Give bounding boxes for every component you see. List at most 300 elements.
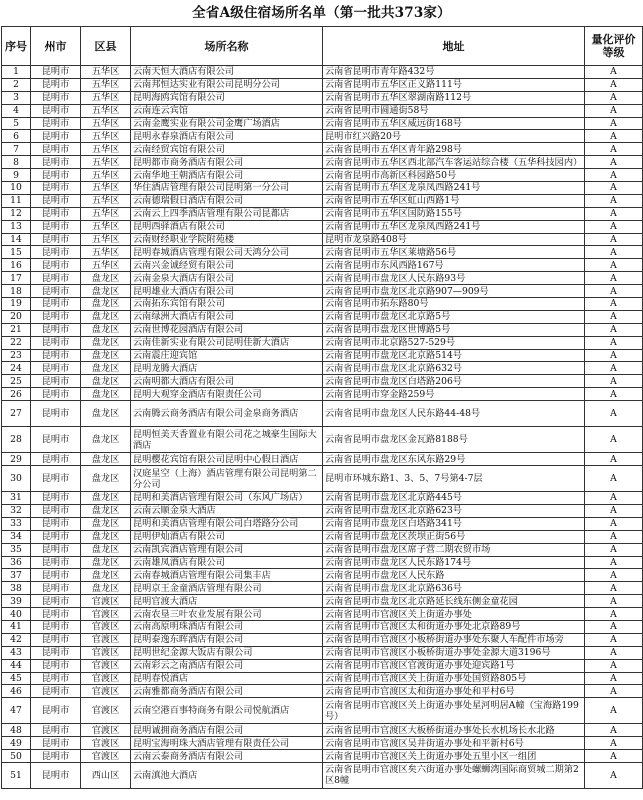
cell-venue-name: 云南兴金诚经贸有限公司 bbox=[131, 259, 323, 272]
cell-address: 云南省昆明市东风西路167号 bbox=[323, 259, 585, 272]
cell-venue-name: 云南高原明珠酒店有限公司 bbox=[131, 620, 323, 633]
cell-seq: 35 bbox=[2, 543, 31, 556]
table-row bbox=[2, 556, 643, 569]
cell-rating: A bbox=[585, 78, 643, 91]
cell-rating: A bbox=[585, 143, 643, 156]
cell-city: 昆明市 bbox=[31, 543, 81, 556]
cell-district: 盘龙区 bbox=[81, 349, 131, 362]
cell-district: 盘龙区 bbox=[81, 323, 131, 336]
cell-district: 五华区 bbox=[81, 104, 131, 117]
cell-district: 西山区 bbox=[81, 762, 131, 788]
cell-rating: A bbox=[585, 336, 643, 349]
cell-rating: A bbox=[585, 530, 643, 543]
cell-seq: 28 bbox=[2, 427, 31, 453]
cell-address: 云南省昆明市官渡区太和街道办事处和平村6号 bbox=[323, 685, 585, 698]
cell-rating: A bbox=[585, 194, 643, 207]
cell-seq: 2 bbox=[2, 78, 31, 91]
cell-district: 官渡区 bbox=[81, 608, 131, 621]
cell-address: 云南省昆明市官渡区关上街道办事处五里小区一组团 bbox=[323, 750, 585, 763]
cell-rating: A bbox=[585, 66, 643, 79]
cell-venue-name: 云南彩云之南酒店有限公司 bbox=[131, 659, 323, 672]
cell-rating: A bbox=[585, 427, 643, 453]
table-row bbox=[2, 517, 643, 530]
cell-address: 云南省昆明市盘龙区席子营二期农贸市场 bbox=[323, 543, 585, 556]
cell-district: 五华区 bbox=[81, 169, 131, 182]
cell-venue-name: 昆明京王金童酒店管理有限公司 bbox=[131, 582, 323, 595]
cell-venue-name: 云南农垦三叶农业发展有限公司 bbox=[131, 608, 323, 621]
cell-district: 盘龙区 bbox=[81, 530, 131, 543]
cell-venue-name: 昆明都市商务酒店有限公司 bbox=[131, 156, 323, 169]
cell-seq: 49 bbox=[2, 737, 31, 750]
cell-district: 官渡区 bbox=[81, 724, 131, 737]
cell-district: 五华区 bbox=[81, 156, 131, 169]
cell-district: 五华区 bbox=[81, 207, 131, 220]
cell-district: 官渡区 bbox=[81, 659, 131, 672]
cell-seq: 48 bbox=[2, 724, 31, 737]
cell-seq: 13 bbox=[2, 220, 31, 233]
cell-seq: 42 bbox=[2, 633, 31, 646]
cell-seq: 43 bbox=[2, 646, 31, 659]
cell-address: 云南省昆明市五华区国防路155号 bbox=[323, 207, 585, 220]
cell-rating: A bbox=[585, 737, 643, 750]
cell-venue-name: 云南连云宾馆 bbox=[131, 104, 323, 117]
table-row bbox=[2, 233, 643, 246]
cell-venue-name: 汉庭星空（上海）酒店管理有限公司昆明第二分公司 bbox=[131, 466, 323, 492]
cell-rating: A bbox=[585, 620, 643, 633]
cell-venue-name: 云南空港百事特商务有限公司悦航酒店 bbox=[131, 698, 323, 724]
cell-venue-name: 昆明永春泉酒店有限公司 bbox=[131, 130, 323, 143]
table-body bbox=[2, 66, 643, 789]
cell-seq: 16 bbox=[2, 259, 31, 272]
cell-district: 官渡区 bbox=[81, 672, 131, 685]
cell-district: 五华区 bbox=[81, 259, 131, 272]
cell-seq: 23 bbox=[2, 349, 31, 362]
table-row bbox=[2, 156, 643, 169]
cell-district: 官渡区 bbox=[81, 685, 131, 698]
cell-city: 昆明市 bbox=[31, 492, 81, 505]
cell-city: 昆明市 bbox=[31, 336, 81, 349]
cell-city: 昆明市 bbox=[31, 375, 81, 388]
cell-seq: 30 bbox=[2, 466, 31, 492]
cell-district: 官渡区 bbox=[81, 698, 131, 724]
cell-city: 昆明市 bbox=[31, 595, 81, 608]
cell-city: 昆明市 bbox=[31, 672, 81, 685]
cell-rating: A bbox=[585, 672, 643, 685]
cell-city: 昆明市 bbox=[31, 453, 81, 466]
cell-venue-name: 昆明世纪金源大饭店有限公司 bbox=[131, 646, 323, 659]
cell-city: 昆明市 bbox=[31, 646, 81, 659]
cell-venue-name: 云南邦恒达实业有限公司昆明分公司 bbox=[131, 78, 323, 91]
cell-seq: 27 bbox=[2, 401, 31, 427]
cell-seq: 15 bbox=[2, 246, 31, 259]
table-row bbox=[2, 646, 643, 659]
cell-rating: A bbox=[585, 556, 643, 569]
cell-rating: A bbox=[585, 401, 643, 427]
cell-venue-name: 云南财经职业学院附苑楼 bbox=[131, 233, 323, 246]
table-row bbox=[2, 427, 643, 453]
cell-address: 云南省昆明市盘龙区北京路5号 bbox=[323, 310, 585, 323]
table-row bbox=[2, 724, 643, 737]
cell-seq: 47 bbox=[2, 698, 31, 724]
cell-seq: 12 bbox=[2, 207, 31, 220]
cell-district: 盘龙区 bbox=[81, 272, 131, 285]
cell-address: 云南省昆明市官渡区关上街道办事处星河明居A幢（宝海路199号） bbox=[323, 698, 585, 724]
cell-venue-name: 云南华地王朝酒店有限公司 bbox=[131, 169, 323, 182]
cell-venue-name: 昆明雄业大酒店有限公司 bbox=[131, 285, 323, 298]
cell-rating: A bbox=[585, 504, 643, 517]
cell-address: 云南省昆明市官渡区太和街道办事处北京路89号 bbox=[323, 620, 585, 633]
cell-venue-name: 云南世博花园酒店有限公司 bbox=[131, 323, 323, 336]
cell-rating: A bbox=[585, 582, 643, 595]
cell-rating: A bbox=[585, 388, 643, 401]
cell-rating: A bbox=[585, 182, 643, 195]
cell-address: 云南省昆明市五华区青年路298号 bbox=[323, 143, 585, 156]
cell-city: 昆明市 bbox=[31, 762, 81, 788]
cell-rating: A bbox=[585, 762, 643, 788]
cell-venue-name: 云南金泉大酒店有限公司 bbox=[131, 272, 323, 285]
cell-rating: A bbox=[585, 310, 643, 323]
table-row bbox=[2, 91, 643, 104]
cell-seq: 17 bbox=[2, 272, 31, 285]
cell-district: 盘龙区 bbox=[81, 401, 131, 427]
cell-city: 昆明市 bbox=[31, 633, 81, 646]
table-row bbox=[2, 672, 643, 685]
header-city: 州市 bbox=[31, 27, 81, 66]
cell-district: 官渡区 bbox=[81, 737, 131, 750]
header-district: 区县 bbox=[81, 27, 131, 66]
cell-venue-name: 云南云顺金泉大酒店 bbox=[131, 504, 323, 517]
cell-seq: 44 bbox=[2, 659, 31, 672]
cell-address: 云南省昆明市五华区威远街168号 bbox=[323, 117, 585, 130]
cell-seq: 50 bbox=[2, 750, 31, 763]
cell-address: 云南省昆明市盘龙区北京路514号 bbox=[323, 349, 585, 362]
table-row bbox=[2, 310, 643, 323]
cell-district: 盘龙区 bbox=[81, 285, 131, 298]
cell-seq: 18 bbox=[2, 285, 31, 298]
cell-seq: 5 bbox=[2, 117, 31, 130]
cell-venue-name: 云南经贸宾馆有限公司 bbox=[131, 143, 323, 156]
cell-seq: 10 bbox=[2, 182, 31, 195]
cell-city: 昆明市 bbox=[31, 750, 81, 763]
cell-address: 云南省昆明市官渡区吴井街道办事处和平新村6号 bbox=[323, 737, 585, 750]
table-row bbox=[2, 659, 643, 672]
cell-address: 云南省昆明市盘龙区人民东路174号 bbox=[323, 556, 585, 569]
cell-seq: 36 bbox=[2, 556, 31, 569]
cell-rating: A bbox=[585, 466, 643, 492]
table-row bbox=[2, 285, 643, 298]
cell-city: 昆明市 bbox=[31, 130, 81, 143]
cell-district: 盘龙区 bbox=[81, 466, 131, 492]
cell-seq: 7 bbox=[2, 143, 31, 156]
table-row bbox=[2, 375, 643, 388]
table-row bbox=[2, 582, 643, 595]
cell-address: 云南省昆明市盘龙区人民东路93号 bbox=[323, 272, 585, 285]
cell-rating: A bbox=[585, 543, 643, 556]
cell-seq: 3 bbox=[2, 91, 31, 104]
table-row bbox=[2, 492, 643, 505]
cell-venue-name: 云南雄凤酒店有限公司 bbox=[131, 556, 323, 569]
cell-seq: 22 bbox=[2, 336, 31, 349]
cell-seq: 20 bbox=[2, 310, 31, 323]
table-row bbox=[2, 608, 643, 621]
cell-rating: A bbox=[585, 646, 643, 659]
table-row bbox=[2, 220, 643, 233]
cell-seq: 33 bbox=[2, 517, 31, 530]
cell-address: 云南省昆明市盘龙区北京路623号 bbox=[323, 504, 585, 517]
hotel-list-table bbox=[1, 26, 643, 789]
cell-city: 昆明市 bbox=[31, 104, 81, 117]
cell-city: 昆明市 bbox=[31, 182, 81, 195]
cell-address: 云南省昆明市五华区虹山西路1号 bbox=[323, 194, 585, 207]
cell-district: 五华区 bbox=[81, 78, 131, 91]
cell-rating: A bbox=[585, 117, 643, 130]
cell-district: 盘龙区 bbox=[81, 492, 131, 505]
table-row bbox=[2, 78, 643, 91]
cell-venue-name: 云南雅都商务酒店有限公司 bbox=[131, 685, 323, 698]
cell-seq: 26 bbox=[2, 388, 31, 401]
table-row bbox=[2, 298, 643, 311]
cell-venue-name: 昆明海鸥宾馆有限公司 bbox=[131, 91, 323, 104]
table-row bbox=[2, 530, 643, 543]
table-row bbox=[2, 246, 643, 259]
cell-address: 昆明市环城东路1、3、5、7号第4-7层 bbox=[323, 466, 585, 492]
cell-seq: 1 bbox=[2, 66, 31, 79]
cell-address: 云南省昆明市穿金路259号 bbox=[323, 388, 585, 401]
cell-seq: 32 bbox=[2, 504, 31, 517]
cell-rating: A bbox=[585, 724, 643, 737]
table-row bbox=[2, 207, 643, 220]
cell-city: 昆明市 bbox=[31, 349, 81, 362]
cell-city: 昆明市 bbox=[31, 620, 81, 633]
cell-district: 盘龙区 bbox=[81, 543, 131, 556]
cell-city: 昆明市 bbox=[31, 66, 81, 79]
cell-address: 云南省昆明市圆通街58号 bbox=[323, 104, 585, 117]
cell-rating: A bbox=[585, 698, 643, 724]
cell-rating: A bbox=[585, 259, 643, 272]
cell-city: 昆明市 bbox=[31, 608, 81, 621]
cell-seq: 38 bbox=[2, 582, 31, 595]
cell-district: 盘龙区 bbox=[81, 582, 131, 595]
cell-rating: A bbox=[585, 220, 643, 233]
cell-address: 云南省昆明市五华区龙泉凤西路241号 bbox=[323, 220, 585, 233]
table-row bbox=[2, 143, 643, 156]
cell-venue-name: 云南腾云商务酒店有限公司金泉商务酒店 bbox=[131, 401, 323, 427]
cell-rating: A bbox=[585, 246, 643, 259]
cell-address: 云南省昆明市五华区翠湖南路112号 bbox=[323, 91, 585, 104]
header-venue-name: 场所名称 bbox=[131, 27, 323, 66]
cell-district: 盘龙区 bbox=[81, 336, 131, 349]
cell-venue-name: 云南德瑞假日酒店有限公司 bbox=[131, 194, 323, 207]
table-row bbox=[2, 750, 643, 763]
table-row bbox=[2, 130, 643, 143]
cell-rating: A bbox=[585, 169, 643, 182]
cell-district: 盘龙区 bbox=[81, 310, 131, 323]
cell-city: 昆明市 bbox=[31, 724, 81, 737]
header-address: 地址 bbox=[323, 27, 585, 66]
cell-rating: A bbox=[585, 685, 643, 698]
cell-address: 云南省昆明市盘龙区人民东路 bbox=[323, 569, 585, 582]
cell-seq: 51 bbox=[2, 762, 31, 788]
cell-address: 昆明市红兴路20号 bbox=[323, 130, 585, 143]
cell-venue-name: 昆明和美酒店管理有限公司白塔路分公司 bbox=[131, 517, 323, 530]
cell-seq: 8 bbox=[2, 156, 31, 169]
cell-address: 云南省昆明市盘龙区人民东路44-48号 bbox=[323, 401, 585, 427]
cell-venue-name: 昆明春悦酒店 bbox=[131, 672, 323, 685]
cell-seq: 34 bbox=[2, 530, 31, 543]
cell-address: 云南省昆明市盘龙区世博路5号 bbox=[323, 323, 585, 336]
cell-address: 云南省昆明市官渡区官渡街道办事处迎宾路1号 bbox=[323, 659, 585, 672]
cell-venue-name: 云南明都大酒店有限公司 bbox=[131, 375, 323, 388]
cell-district: 五华区 bbox=[81, 117, 131, 130]
cell-address: 云南省昆明市盘龙区北京路907—909号 bbox=[323, 285, 585, 298]
cell-district: 盘龙区 bbox=[81, 298, 131, 311]
cell-address: 云南省昆明市官渡区关上街道办事处国贸路805号 bbox=[323, 672, 585, 685]
cell-rating: A bbox=[585, 285, 643, 298]
cell-address: 云南省昆明市盘龙区金瓦路8188号 bbox=[323, 427, 585, 453]
cell-address: 云南省昆明市五华区莱塘路56号 bbox=[323, 246, 585, 259]
table-row bbox=[2, 66, 643, 79]
cell-address: 云南省昆明市盘龙区北京路636号 bbox=[323, 582, 585, 595]
cell-rating: A bbox=[585, 130, 643, 143]
cell-seq: 19 bbox=[2, 298, 31, 311]
cell-seq: 11 bbox=[2, 194, 31, 207]
cell-address: 云南省昆明市官渡区小板桥街道办事处东聚人车配件市场旁 bbox=[323, 633, 585, 646]
cell-rating: A bbox=[585, 633, 643, 646]
cell-rating: A bbox=[585, 298, 643, 311]
table-row bbox=[2, 117, 643, 130]
table-row bbox=[2, 169, 643, 182]
table-row bbox=[2, 698, 643, 724]
cell-district: 五华区 bbox=[81, 220, 131, 233]
cell-seq: 9 bbox=[2, 169, 31, 182]
cell-seq: 25 bbox=[2, 375, 31, 388]
cell-district: 盘龙区 bbox=[81, 362, 131, 375]
cell-address: 云南省昆明市拓东路80号 bbox=[323, 298, 585, 311]
cell-address: 云南省昆明市盘龙区白塔路206号 bbox=[323, 375, 585, 388]
cell-city: 昆明市 bbox=[31, 582, 81, 595]
cell-rating: A bbox=[585, 492, 643, 505]
cell-venue-name: 云南拓东宾馆有限公司 bbox=[131, 298, 323, 311]
cell-venue-name: 云南云泰商务酒店有限公司 bbox=[131, 750, 323, 763]
cell-rating: A bbox=[585, 104, 643, 117]
cell-district: 官渡区 bbox=[81, 646, 131, 659]
cell-venue-name: 昆明诚拥商务酒店有限公司 bbox=[131, 724, 323, 737]
cell-address: 云南省昆明市盘龙区北京路延长线东侧金童花园 bbox=[323, 595, 585, 608]
table-row bbox=[2, 543, 643, 556]
cell-rating: A bbox=[585, 750, 643, 763]
cell-seq: 6 bbox=[2, 130, 31, 143]
cell-rating: A bbox=[585, 595, 643, 608]
cell-city: 昆明市 bbox=[31, 659, 81, 672]
cell-district: 五华区 bbox=[81, 66, 131, 79]
cell-district: 官渡区 bbox=[81, 620, 131, 633]
cell-district: 五华区 bbox=[81, 182, 131, 195]
table-row bbox=[2, 272, 643, 285]
cell-city: 昆明市 bbox=[31, 220, 81, 233]
cell-seq: 45 bbox=[2, 672, 31, 685]
cell-rating: A bbox=[585, 207, 643, 220]
cell-rating: A bbox=[585, 323, 643, 336]
cell-address: 云南省昆明市盘龙区白塔路341号 bbox=[323, 517, 585, 530]
cell-rating: A bbox=[585, 659, 643, 672]
table-row bbox=[2, 349, 643, 362]
cell-address: 云南省昆明市官渡区小板桥街道办事处金源大道3196号 bbox=[323, 646, 585, 659]
cell-city: 昆明市 bbox=[31, 323, 81, 336]
cell-city: 昆明市 bbox=[31, 401, 81, 427]
table-row bbox=[2, 259, 643, 272]
cell-city: 昆明市 bbox=[31, 530, 81, 543]
cell-venue-name: 云南佳新实业有限公司昆明佳新大酒店 bbox=[131, 336, 323, 349]
cell-address: 云南省昆明市盘龙区茨坝正街56号 bbox=[323, 530, 585, 543]
cell-seq: 29 bbox=[2, 453, 31, 466]
table-row bbox=[2, 466, 643, 492]
table-row bbox=[2, 323, 643, 336]
cell-address: 云南省昆明市北京路527-529号 bbox=[323, 336, 585, 349]
cell-district: 盘龙区 bbox=[81, 375, 131, 388]
cell-city: 昆明市 bbox=[31, 517, 81, 530]
cell-address: 云南省昆明市盘龙区北京路445号 bbox=[323, 492, 585, 505]
cell-address: 云南省昆明市高新区科园路50号 bbox=[323, 169, 585, 182]
cell-city: 昆明市 bbox=[31, 246, 81, 259]
cell-district: 五华区 bbox=[81, 246, 131, 259]
cell-address: 云南省昆明市官渡区大板桥街道办事处长水机场长水北路 bbox=[323, 724, 585, 737]
cell-district: 五华区 bbox=[81, 233, 131, 246]
table-row bbox=[2, 388, 643, 401]
table-header-row bbox=[2, 27, 643, 66]
cell-venue-name: 昆明西驿酒店有限公司 bbox=[131, 220, 323, 233]
cell-venue-name: 云南云上四季酒店管理有限公司昆都店 bbox=[131, 207, 323, 220]
cell-district: 盘龙区 bbox=[81, 504, 131, 517]
cell-district: 盘龙区 bbox=[81, 569, 131, 582]
cell-address: 云南省昆明市五华区龙泉凤西路241号 bbox=[323, 182, 585, 195]
cell-venue-name: 云南滇池大酒店 bbox=[131, 762, 323, 788]
table-row bbox=[2, 737, 643, 750]
table-row bbox=[2, 762, 643, 788]
cell-district: 盘龙区 bbox=[81, 517, 131, 530]
header-seq: 序号 bbox=[2, 27, 31, 66]
table-row bbox=[2, 362, 643, 375]
cell-venue-name: 云南天恒大酒店有限公司 bbox=[131, 66, 323, 79]
cell-address: 云南省昆明市官渡区矣六街道办事处螺蛳湾国际商贸城二期第2区8幢 bbox=[323, 762, 585, 788]
cell-venue-name: 昆明龙腾大酒店 bbox=[131, 362, 323, 375]
table-row bbox=[2, 453, 643, 466]
cell-seq: 41 bbox=[2, 620, 31, 633]
cell-rating: A bbox=[585, 517, 643, 530]
cell-venue-name: 云南凯宾酒店管理有限公司 bbox=[131, 543, 323, 556]
cell-rating: A bbox=[585, 453, 643, 466]
cell-venue-name: 昆明宝海明珠大酒店管理有限责任公司 bbox=[131, 737, 323, 750]
cell-rating: A bbox=[585, 233, 643, 246]
cell-city: 昆明市 bbox=[31, 362, 81, 375]
cell-rating: A bbox=[585, 91, 643, 104]
cell-seq: 21 bbox=[2, 323, 31, 336]
cell-district: 官渡区 bbox=[81, 750, 131, 763]
table-row bbox=[2, 401, 643, 427]
header-rating: 量化评价等级 bbox=[585, 27, 643, 66]
cell-city: 昆明市 bbox=[31, 285, 81, 298]
table-row bbox=[2, 569, 643, 582]
cell-rating: A bbox=[585, 349, 643, 362]
cell-city: 昆明市 bbox=[31, 233, 81, 246]
cell-seq: 14 bbox=[2, 233, 31, 246]
cell-city: 昆明市 bbox=[31, 504, 81, 517]
table-row bbox=[2, 685, 643, 698]
cell-seq: 4 bbox=[2, 104, 31, 117]
cell-venue-name: 昆明和美酒店管理有限公司（东风广场店） bbox=[131, 492, 323, 505]
cell-seq: 46 bbox=[2, 685, 31, 698]
cell-city: 昆明市 bbox=[31, 78, 81, 91]
document-title: 全省A级住宿场所名单（第一批共373家） bbox=[192, 5, 451, 21]
